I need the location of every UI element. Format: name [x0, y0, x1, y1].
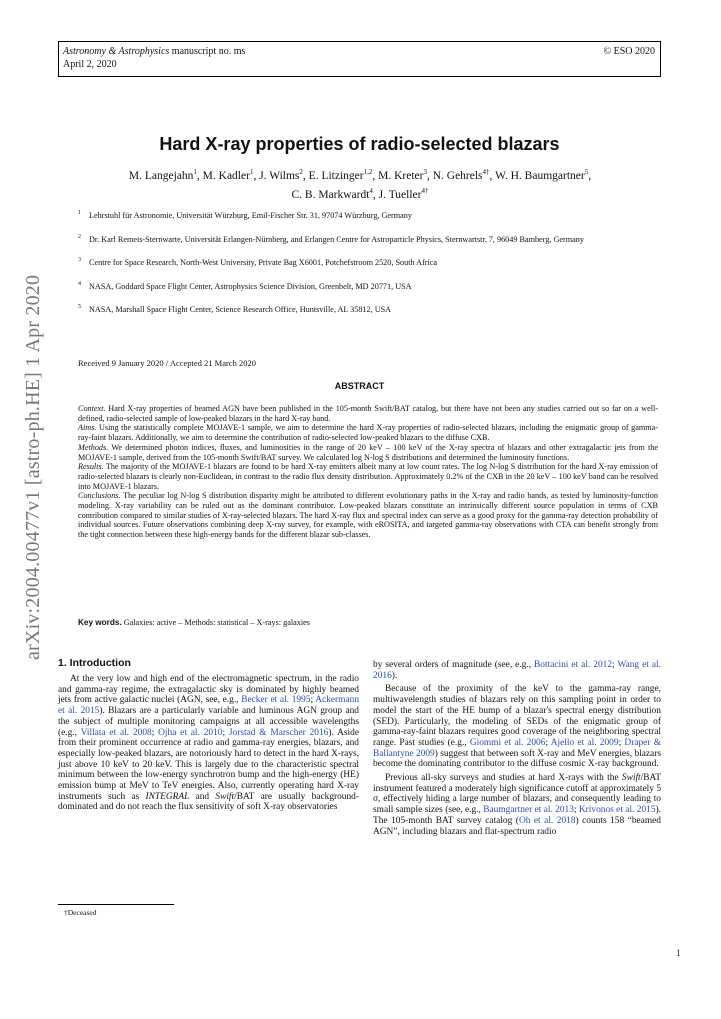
author-affiliation-marker: 3 — [423, 168, 427, 176]
author-name: M. Langejahn — [128, 169, 194, 182]
author-affiliation-marker: 2 — [299, 168, 303, 176]
body-text: /BAT are usually background-dominated and do not reach the flux sensitivity of soft X-ray observatories — [58, 791, 359, 813]
author-name: J. Wilms — [259, 169, 300, 182]
body-text: ; — [310, 695, 316, 706]
results-label: Results. — [78, 462, 104, 472]
keywords — [78, 618, 310, 627]
intro-paragraph — [373, 684, 661, 770]
paper-title: Hard X-ray properties of radio-selected blazars — [159, 134, 560, 154]
citation-link[interactable]: Ackermann et al. 2015 — [58, 695, 360, 717]
body-text: /BAT instrument featured a moderately high significance cutoff at approximately 5 σ, effectively hiding a large number of blazars, and consequently leading to small sample sizes (see, e.g., — [373, 773, 662, 816]
section-heading: 1. Introduction — [58, 657, 131, 669]
intro-paragraph — [58, 674, 359, 813]
body-text: ). Aside from their prominent occurrence at radio and gamma-ray energies, blazars, and especially low-peaked blazars, are notoriously hard to detect in the hard X-rays, just above 10 keV to 20 keV. This is largely due to the characteristic spectral minimum between the low-energy synchrotron bump and the high-energy (HE) emission bump at MeV to TeV energies. Also, currently operating hard X-ray instruments such as — [58, 727, 359, 802]
affiliation-text: NASA, Goddard Space Flight Center, Astrophysics Science Division, Greenbelt, MD 20771, USA — [89, 281, 412, 291]
author-separator: , — [196, 169, 203, 182]
citation-link[interactable]: Giommi et al. 2006 — [469, 737, 546, 748]
right-column — [373, 660, 661, 840]
citation-link[interactable]: Draper & Ballantyne 2009 — [373, 737, 661, 759]
affiliation-number: 2 — [78, 233, 81, 240]
keywords-text: Galaxies: active – Methods: statistical – X-rays: galaxies — [121, 618, 310, 627]
affiliation-number: 3 — [78, 257, 81, 263]
author-affiliation-marker: 5 — [584, 168, 589, 176]
methods-label: Methods. — [78, 442, 109, 452]
affiliation-item — [78, 305, 658, 316]
body-text: ; — [222, 727, 229, 738]
author-name: M. Kadler — [202, 169, 250, 182]
author-separator: , — [489, 169, 496, 182]
affiliation-text: Centre for Space Research, North-West University, Private Bag X6001, Potchefstroom 2520, South Africa — [89, 258, 438, 267]
author-name: J. Tueller — [378, 188, 422, 201]
author-separator: , — [588, 169, 592, 182]
instrument-name: Swift — [621, 773, 641, 784]
abstract-methods — [78, 443, 658, 462]
keywords-label: Key words. — [78, 618, 122, 627]
abstract-body — [78, 404, 658, 540]
arxiv-identifier[interactable]: arXiv:2004.00477v1 [astro-ph.HE] 1 Apr 2020 — [22, 274, 44, 660]
affiliation-number: 1 — [78, 210, 81, 216]
author-separator: , — [253, 169, 260, 182]
citation-link[interactable]: Bottacini et al. 2012 — [534, 660, 613, 670]
affiliation-text: Lehrstuhl für Astronomie, Universität Würzburg, Emil-Fischer Str. 31, 97074 Würzburg, Germany — [89, 211, 412, 220]
author-name: M. Kreter — [378, 169, 424, 182]
affiliation-item — [78, 258, 658, 269]
methods-text: We determined photon indices, fluxes, and luminosities in the range of 20 keV – 100 keV of the X-ray spectra of blazars and other extragalactic jets from the MOJAVE-1 sample, derived from the 105-month Swift/BAT survey. We calculated log N-log S distributions and determined the luminosity functions. — [78, 442, 658, 462]
body-text: ). — [391, 670, 398, 681]
body-text: ) suggest that between soft X-ray and MeV energies, blazars become the dominating contributor to the diffuse cosmic X-ray background. — [373, 748, 661, 770]
page-number: 1 — [676, 948, 681, 958]
author-list — [90, 165, 630, 203]
affiliation-text: NASA, Marshall Space Flight Center, Science Research Office, Huntsville, AL 35812, USA — [89, 305, 392, 314]
body-text: and — [189, 791, 216, 802]
citation-link[interactable]: Krivonos et al. 2015 — [578, 805, 656, 816]
received-dates: Received 9 January 2020 / Accepted 21 March 2020 — [78, 358, 256, 368]
left-column — [58, 674, 359, 816]
header-date: April 2, 2020 — [63, 59, 117, 70]
body-text: by several orders of magnitude (see, e.g., — [373, 660, 535, 670]
abstract-conclusions — [78, 491, 658, 540]
author-name: C. B. Markwardt — [291, 188, 370, 201]
conclusions-text: The peculiar log N-log S distribution disparity might be attributed to different evolutionary paths in the X-ray and radio bands, as tested by luminosity-function modeling. X-ray variability can be ruled out as the dominant contributor. Low-peaked blazars constitute an intrinsically different source population in terms of CXB contribution compared to similar studies of X-ray-selected blazars. The hard X-ray flux and spectral index can serve as a good proxy for the gamma-ray detection probability of individual sources. Future observations combining deep X-ray survey, for example, with eROSITA, and targeted gamma-ray observations with CTA can benefit strongly from the tight connection between these high-energy bands for the different blazar sub-classes. — [78, 491, 658, 540]
affiliation-list — [78, 211, 658, 329]
abstract-results — [78, 462, 658, 491]
footnote-rule — [58, 904, 174, 905]
body-text: ) counts 158 “beamed AGN”, including blazars and flat-spectrum radio — [373, 815, 661, 837]
citation-link[interactable]: Jorstad & Marscher 2016 — [228, 727, 329, 738]
citation-link[interactable]: Wang et al. 2016 — [373, 660, 661, 681]
body-text: ; — [573, 805, 579, 816]
author-separator: , — [372, 169, 379, 182]
affiliation-item — [78, 282, 658, 293]
author-affiliation-marker: 4 — [369, 186, 373, 195]
affiliation-text: Dr. Karl Remeis-Sternwarte, Universität Erlangen-Nürnberg, and Erlangen Centre for Astroparticle Physics, Sternwartstr. 7, 96049 Bamberg, Germany — [89, 234, 584, 244]
copyright-notice: © ESO 2020 — [603, 46, 655, 57]
aims-label: Aims. — [78, 423, 97, 433]
body-text: ). The 105-month BAT survey catalog ( — [373, 805, 661, 826]
author-affiliation-marker: 4† — [421, 186, 429, 195]
results-text: The majority of the MOJAVE-1 blazars are found to be hard X-ray emitters albeit many at low count rates. The log N-log S distribution for the hard X-ray emission of radio-selected blazars is clearly non-Euclidean, in contrast to the radio flux density distribution. Approximately 0.2% of the CXB in the 20 keV – 100 keV band can be resolved into MOJAVE-1 blazars. — [78, 462, 658, 491]
abstract-context — [78, 404, 658, 423]
author-separator: , — [302, 169, 309, 182]
conclusions-label: Conclusions. — [78, 491, 121, 501]
body-text: ; — [612, 660, 618, 670]
abstract-heading: ABSTRACT — [334, 381, 385, 391]
manuscript-label: manuscript no. ms — [169, 46, 246, 57]
body-text: Because of the proximity of the keV to the gamma-ray range, multiwavelength studies of blazars rely on this sampling point in order to model the start of the HE bump of a blazar's spectral energy distribution (SED). Particularly, the modeling of SEDs of the enigmatic group of gamma-ray-faint blazars requires good coverage of the neighboring spectral range. Past studies (e.g., — [373, 684, 661, 748]
instrument-name: Swift — [215, 791, 235, 802]
author-name: N. Gehrels — [432, 169, 483, 182]
body-text: ). Blazars are a particularly variable and luminous AGN group and the subject of multiple monitoring campaigns at all accessible wavelengths (e.g., — [58, 706, 359, 738]
context-text: Hard X-ray properties of beamed AGN have been published in the 105-month Swift/BAT catalog, but there have not been any studies carried out so far on a well-defined, radio-selected sample of low-peaked blazars in the hard X-ray band. — [78, 404, 658, 423]
abstract-aims — [78, 423, 658, 442]
citation-link[interactable]: Ojha et al. 2010 — [158, 727, 223, 738]
intro-paragraph — [373, 773, 661, 837]
journal-name: Astronomy & Astrophysics — [63, 46, 170, 57]
author-separator: , — [372, 188, 379, 201]
context-label: Context. — [78, 404, 106, 413]
running-header — [58, 41, 661, 77]
affiliation-number: 4 — [78, 280, 81, 287]
body-text: Previous all-sky surveys and studies at hard X-rays with the — [385, 773, 622, 784]
body-text: ; — [545, 737, 551, 748]
citation-link[interactable]: Ajello et al. 2009 — [550, 737, 619, 748]
author-separator: , — [426, 169, 433, 182]
author-affiliation-marker: 1 — [249, 168, 254, 176]
aims-text: Using the statistically complete MOJAVE-1 sample, we aim to determine the hard X-ray properties of radio-selected blazars, including the enigmatic group of gamma-ray-faint blazars. Additionally, we aim to determine the contribution of radio-selected low-peaked blazars to the diffuse CXB. — [78, 423, 658, 443]
author-name: W. H. Baumgartner — [495, 169, 585, 182]
body-text: At the very low and high end of the electromagnetic spectrum, in the radio and gamma-ray regime, the extragalactic sky is dominated by highly beamed jets from active galactic nuclei (AGN, see, e.g., — [58, 674, 359, 706]
author-affiliation-marker: 1 — [193, 168, 197, 176]
citation-link[interactable]: Becker et al. 1995 — [241, 695, 311, 706]
citation-link[interactable]: Oh et al. 2018 — [518, 815, 576, 826]
author-affiliation-marker: 4† — [482, 168, 490, 176]
instrument-name: INTEGRAL — [145, 791, 190, 802]
body-text: ; — [618, 737, 625, 748]
affiliation-item — [78, 211, 658, 222]
footnote: †Deceased — [64, 908, 97, 917]
body-text: ; — [151, 727, 159, 738]
citation-link[interactable]: Villata et al. 2008 — [80, 727, 152, 738]
author-name: E. Litzinger — [308, 169, 364, 182]
affiliation-item — [78, 235, 658, 246]
affiliation-number: 5 — [78, 304, 81, 310]
citation-link[interactable]: Baumgartner et al. 2013 — [483, 805, 574, 816]
intro-paragraph — [373, 660, 661, 681]
author-affiliation-marker: 1,2 — [363, 168, 373, 176]
